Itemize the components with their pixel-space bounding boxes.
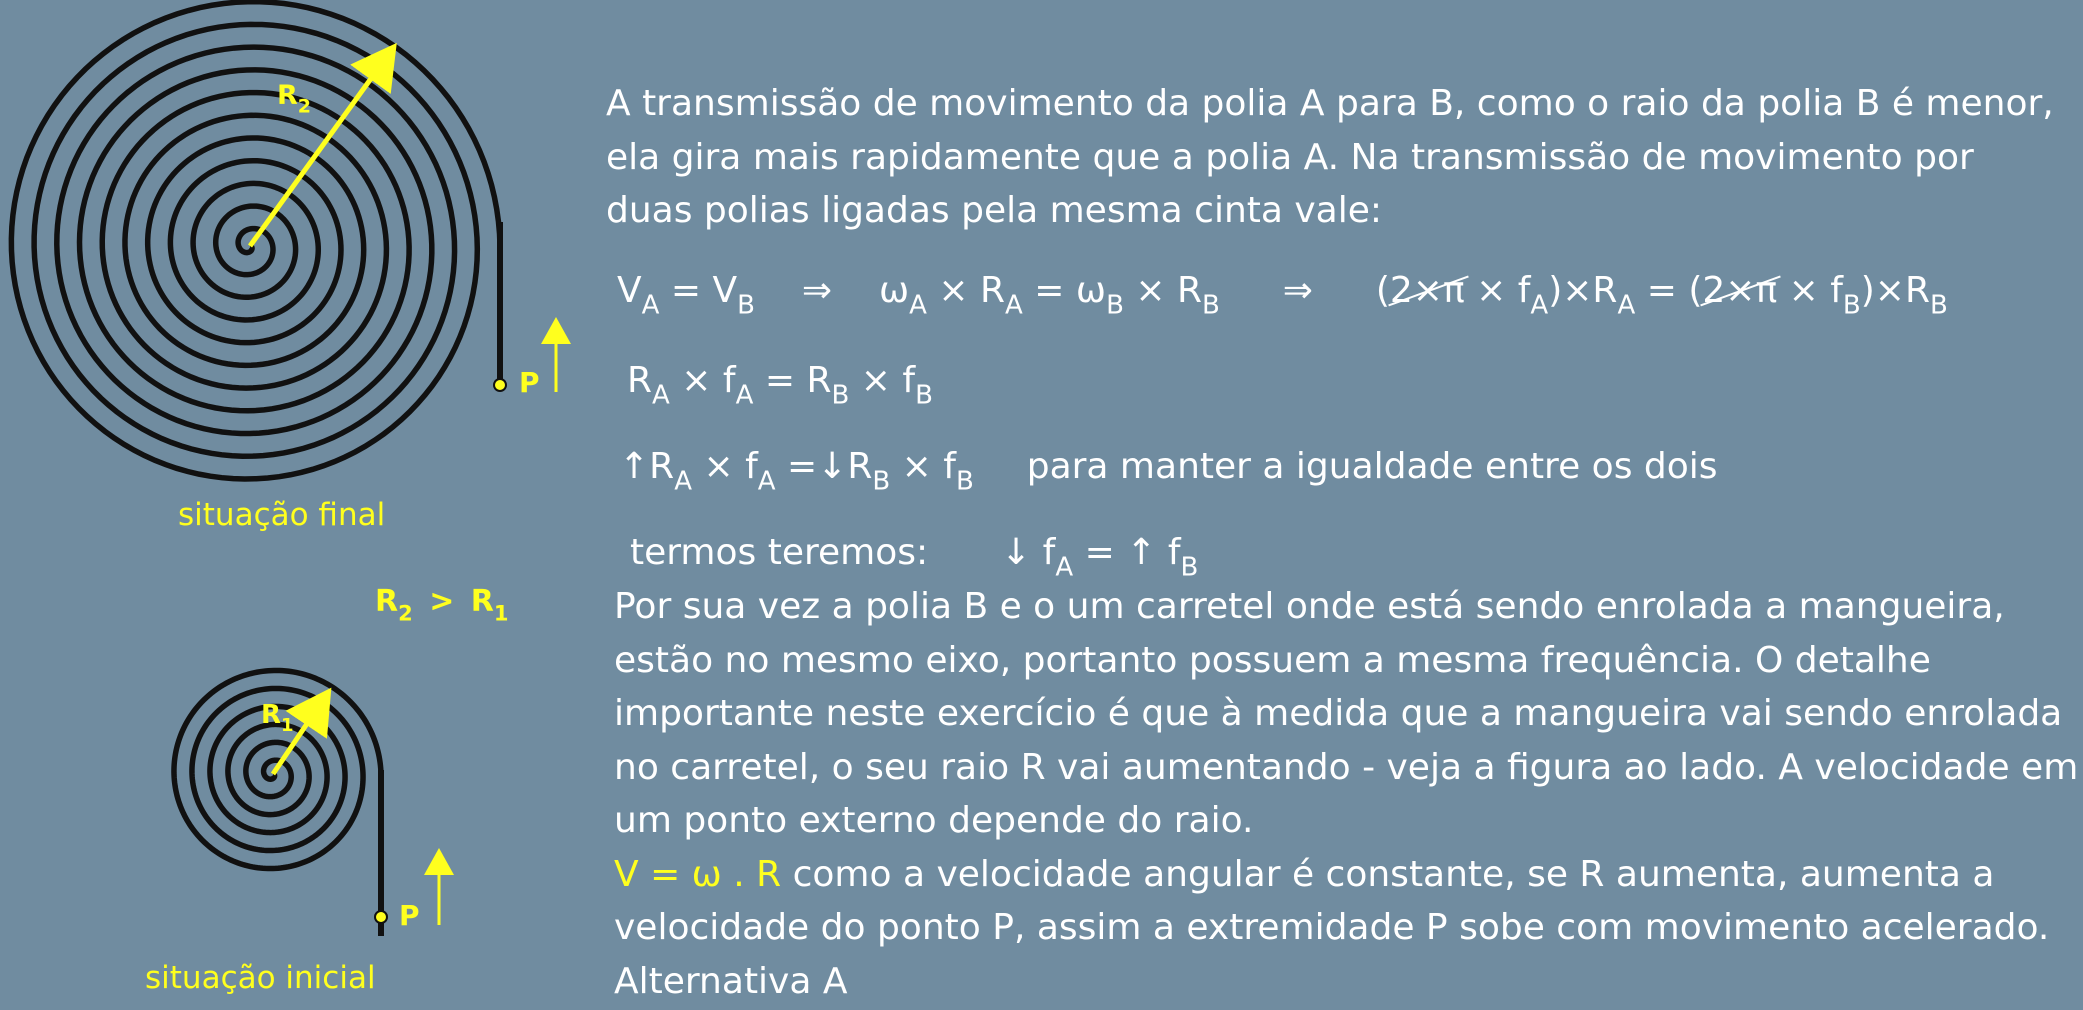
equation-conclusion: termos teremos: ↓ $f_A$ = ↑ $f_B$ <box>630 532 1199 583</box>
r1-label: $R_1$ <box>261 700 294 737</box>
cancel-2pi-left: 2×π <box>1389 270 1465 311</box>
paragraph-line: um ponto externo depende do raio. <box>614 800 1254 841</box>
point-p-initial <box>375 911 387 923</box>
equation-note: para manter a igualdade entre os dois <box>1026 446 1718 487</box>
paragraph-line: V = ω . R como a velocidade angular é constante, se R aumenta, aumenta a <box>614 853 1995 895</box>
paragraph-explanation <box>614 580 2078 1008</box>
initial-situation-label: situação inicial <box>145 960 376 996</box>
r-comparison: $R_2 > R_1$ <box>375 584 509 626</box>
paragraph-line: importante neste exercício é que à medida que a mangueira vai sendo enrolada <box>614 693 2063 734</box>
paragraph-line: velocidade do ponto P, assim a extremidade P sobe com movimento acelerado. <box>614 907 2050 948</box>
implies-symbol: ⇒ <box>801 270 833 311</box>
implies-symbol: ⇒ <box>1282 270 1313 311</box>
point-p-final <box>494 379 506 391</box>
equation-frequency: $R_A \times f_A = R_B \times f_B$ <box>627 360 933 411</box>
paragraph-line: Por sua vez a polia B e o um carretel onde está sendo enrolada a mangueira, <box>614 586 2005 627</box>
up-arrow: ↑ <box>619 446 650 487</box>
paragraph-intro <box>606 77 2054 238</box>
up-arrow: ↑ <box>1126 532 1157 573</box>
velocity-formula: V = ω . R <box>614 853 782 895</box>
down-arrow: ↓ <box>1001 532 1032 573</box>
cancel-2pi-right: 2×π <box>1702 270 1778 311</box>
paragraph-line: no carretel, o seu raio R vai aumentando - veja a figura ao lado. A velocidade em <box>614 746 2079 788</box>
paragraph-line: estão no mesmo eixo, portanto possuem a mesma frequência. O detalhe <box>614 639 1931 681</box>
final-situation-label: situação final <box>178 497 386 533</box>
paragraph-line: A transmissão de movimento da polia A para B, como o raio da polia B é menor, <box>606 83 2054 124</box>
answer-line: Alternativa A <box>614 960 848 1002</box>
p-label-initial: P <box>399 899 420 932</box>
equation-inverse: $↑R_A \times f_A$ $=↓R_B \times f_B$ para manter a igualdade entre os dois <box>619 446 1718 497</box>
p-label-final: P <box>519 366 540 399</box>
equation-velocity: $V_A = V_B$ ⇒ $\omega_A \times R_A = \omega_B \times R_B$ ⇒ $(2\times\pi \times f_A)\times R_A = (2\times\pi \times f_B)\times R_B$ <box>617 270 1948 321</box>
down-arrow: ↓ <box>817 446 848 487</box>
r2-label: $R_2$ <box>277 80 312 118</box>
paragraph-line: ela gira mais rapidamente que a polia A. Na transmissão de movimento por <box>606 136 1974 178</box>
paragraph-line: duas polias ligadas pela mesma cinta vale: <box>606 190 1383 231</box>
